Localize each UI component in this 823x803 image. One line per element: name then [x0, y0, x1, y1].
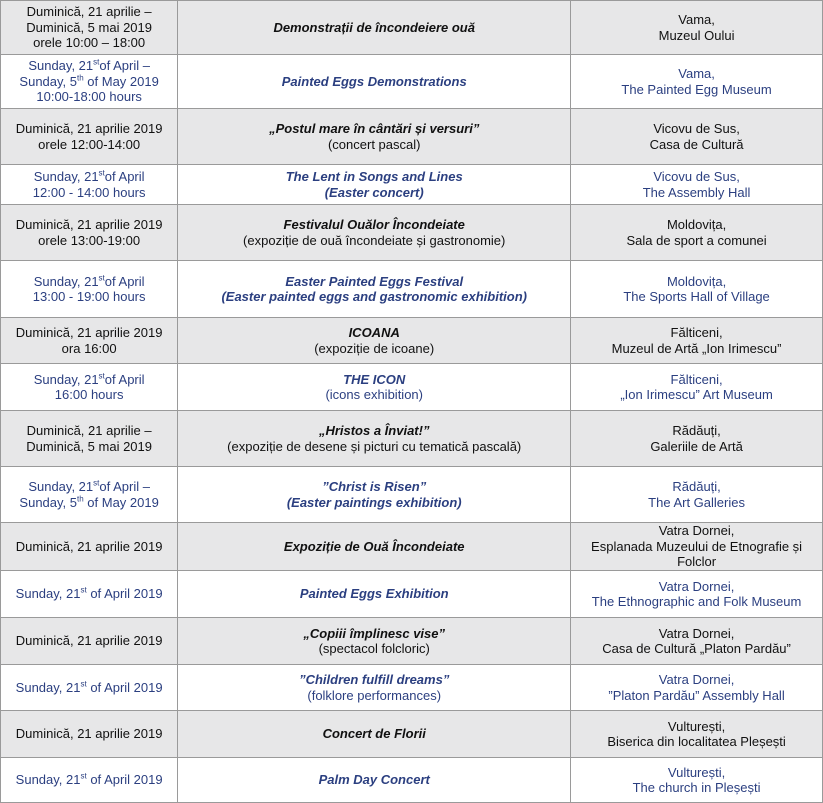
event-location-line: Moldovița,: [666, 273, 727, 289]
event-location-line: Vatra Dornei,: [658, 625, 735, 641]
ordinal-suffix: st: [98, 168, 105, 178]
event-title-cell: [178, 665, 571, 711]
event-title-cell: [178, 205, 571, 261]
event-date-line: Duminică, 21 aprilie –: [26, 423, 152, 438]
event-date-line: ora 16:00: [61, 340, 117, 356]
event-date-cell: [1, 1, 178, 55]
table-row: [1, 665, 823, 711]
event-date-cell: [1, 205, 178, 261]
event-location-line: Rădăuți,: [672, 423, 721, 438]
event-date-line: Sunday, 21stof April: [33, 168, 145, 184]
event-title: Painted Eggs Exhibition: [299, 586, 449, 602]
event-title-cell: [178, 571, 571, 618]
event-title-cell: [178, 618, 571, 665]
event-location-cell: [571, 165, 823, 205]
event-date-line: orele 12:00-14:00: [38, 136, 141, 152]
event-location-cell: [571, 55, 823, 109]
table-row: [1, 467, 823, 523]
event-title: Painted Eggs Demonstrations: [281, 73, 467, 89]
event-date-cell: [1, 55, 178, 109]
event-date-cell: [1, 618, 178, 665]
table-row: [1, 55, 823, 109]
event-location-line: Vicovu de Sus,: [653, 169, 740, 184]
event-location-cell: [571, 665, 823, 711]
event-subtitle: (expoziție de desene și picturi cu tematică pascală): [227, 438, 522, 454]
event-location-line: Fălticeni,: [670, 371, 723, 387]
event-location-line: Rădăuți,: [672, 479, 721, 494]
event-location-cell: [571, 571, 823, 618]
event-date-line: Sunday, 5th of May 2019: [19, 73, 159, 89]
event-location-line: The Sports Hall of Village: [623, 289, 770, 304]
event-date-cell: [1, 261, 178, 318]
event-date-line: Sunday, 21stof April: [33, 371, 145, 387]
event-location-line: Folclor: [677, 554, 717, 570]
event-title-cell: [178, 711, 571, 758]
event-location-cell: [571, 758, 823, 803]
ordinal-suffix: st: [80, 679, 87, 689]
event-title-cell: [178, 467, 571, 523]
event-location-line: The Assembly Hall: [642, 184, 751, 200]
ordinal-suffix: th: [77, 73, 84, 83]
event-date-cell: [1, 665, 178, 711]
event-title-cell: [178, 523, 571, 571]
event-subtitle: (expoziție de ouă încondeiate și gastronomie): [243, 232, 506, 248]
event-title: Easter Painted Eggs Festival: [285, 273, 464, 289]
event-location-cell: [571, 711, 823, 758]
event-title: ”Children fulfill dreams”: [299, 672, 450, 687]
event-location-line: Vama,: [678, 12, 715, 27]
event-location-cell: [571, 364, 823, 411]
table-row: [1, 523, 823, 571]
event-subtitle: (spectacol folcloric): [318, 641, 430, 656]
event-location-line: Vulturești,: [667, 764, 726, 780]
event-date-line: Duminică, 21 aprilie 2019: [15, 325, 163, 340]
event-date-line: Sunday, 21stof April –: [28, 57, 150, 74]
event-title-cell: [178, 165, 571, 205]
event-date-cell: [1, 411, 178, 467]
table-row: [1, 318, 823, 364]
event-date-cell: [1, 318, 178, 364]
event-title-cell: [178, 55, 571, 109]
ordinal-suffix: th: [77, 494, 84, 504]
ordinal-suffix: st: [80, 585, 87, 595]
event-location-cell: [571, 618, 823, 665]
event-location-line: The church in Pleșești: [632, 780, 761, 795]
event-title-cell: [178, 1, 571, 55]
event-date-line: Sunday, 21stof April: [33, 273, 145, 289]
event-title: Expoziție de Ouă Încondeiate: [283, 538, 465, 554]
event-location-line: Fălticeni,: [670, 325, 723, 340]
event-date-line: Sunday, 21st of April 2019: [15, 679, 163, 695]
table-row: [1, 411, 823, 467]
event-date-line: Duminică, 21 aprilie 2019: [15, 633, 163, 649]
event-date-cell: [1, 711, 178, 758]
events-table-body: [1, 1, 823, 803]
event-subtitle: (Easter painted eggs and gastronomic exhibition): [221, 289, 527, 304]
event-location-line: Muzeul Oului: [658, 27, 735, 43]
event-location-cell: [571, 261, 823, 318]
event-location-line: Casa de Cultură „Platon Pardău”: [602, 641, 791, 656]
table-row: [1, 205, 823, 261]
event-date-line: orele 13:00-19:00: [38, 232, 141, 248]
event-location-cell: [571, 523, 823, 571]
table-row: [1, 618, 823, 665]
event-location-line: Vatra Dornei,: [658, 672, 735, 687]
event-date-line: Sunday, 5th of May 2019: [19, 494, 159, 510]
event-location-line: Vulturești,: [667, 718, 726, 734]
ordinal-suffix: st: [98, 371, 105, 381]
event-subtitle: (Easter paintings exhibition): [286, 494, 462, 510]
event-subtitle: (expoziție de icoane): [314, 340, 435, 356]
table-row: [1, 571, 823, 618]
event-location-cell: [571, 467, 823, 523]
event-subtitle: (folklore performances): [307, 687, 442, 703]
event-location-cell: [571, 1, 823, 55]
event-date-cell: [1, 165, 178, 205]
event-date-line: Duminică, 5 mai 2019: [26, 19, 152, 35]
event-title-cell: [178, 364, 571, 411]
event-location-line: Esplanada Muzeului de Etnografie și: [591, 538, 803, 554]
event-date-line: 12:00 - 14:00 hours: [32, 184, 146, 200]
event-location-cell: [571, 109, 823, 165]
event-location-cell: [571, 411, 823, 467]
event-date-cell: [1, 467, 178, 523]
event-location-line: Sala de sport a comunei: [626, 232, 767, 248]
event-date-cell: [1, 109, 178, 165]
event-date-line: Duminică, 21 aprilie 2019: [15, 121, 163, 136]
event-title-cell: [178, 318, 571, 364]
table-row: [1, 165, 823, 205]
event-title-cell: [178, 411, 571, 467]
event-title: „Postul mare în cântări și versuri”: [269, 121, 480, 136]
event-location-line: The Art Galleries: [648, 494, 745, 510]
ordinal-suffix: st: [80, 771, 87, 781]
event-title-cell: [178, 758, 571, 803]
table-row: [1, 364, 823, 411]
event-title: „Copiii împlinesc vise”: [303, 625, 446, 641]
event-location-line: Casa de Cultură: [649, 136, 744, 152]
event-title: „Hristos a Înviat!”: [318, 423, 430, 438]
event-date-line: Sunday, 21st of April 2019: [15, 771, 163, 788]
event-date-cell: [1, 571, 178, 618]
table-row: [1, 711, 823, 758]
table-row: [1, 261, 823, 318]
event-date-line: 16:00 hours: [54, 387, 124, 402]
event-subtitle: (icons exhibition): [325, 387, 423, 402]
event-location-line: Muzeul de Artă „Ion Irimescu”: [611, 340, 782, 356]
event-location-line: Vicovu de Sus,: [653, 121, 740, 136]
event-title: The Lent in Songs and Lines: [285, 169, 463, 184]
table-row: [1, 758, 823, 803]
table-row: [1, 109, 823, 165]
table-row: [1, 1, 823, 55]
event-location-line: „Ion Irimescu” Art Museum: [620, 387, 773, 402]
event-title: Concert de Florii: [322, 726, 426, 742]
event-date-line: Duminică, 21 aprilie 2019: [15, 538, 163, 554]
event-title: Palm Day Concert: [318, 772, 430, 788]
event-date-cell: [1, 523, 178, 571]
event-date-cell: [1, 758, 178, 803]
event-location-line: Biserica din localitatea Pleșești: [607, 734, 786, 749]
event-title: ICOANA: [348, 325, 400, 340]
event-title: Demonstrații de încondeiere ouă: [273, 19, 475, 35]
event-location-line: Moldovița,: [666, 217, 727, 232]
event-date-line: Sunday, 21stof April –: [28, 478, 150, 494]
event-location-line: Galeriile de Artă: [650, 438, 743, 454]
event-title: THE ICON: [343, 371, 406, 387]
event-location-line: Vatra Dornei,: [658, 578, 735, 594]
ordinal-suffix: st: [93, 478, 100, 488]
ordinal-suffix: st: [98, 273, 105, 283]
event-date-line: Duminică, 5 mai 2019: [26, 438, 152, 454]
event-date-line: Duminică, 21 aprilie 2019: [15, 217, 163, 232]
event-date-cell: [1, 364, 178, 411]
event-subtitle: (concert pascal): [327, 136, 421, 152]
event-title: ”Christ is Risen”: [322, 479, 427, 494]
event-location-line: ”Platon Pardău” Assembly Hall: [608, 687, 785, 703]
event-subtitle: (Easter concert): [324, 184, 424, 200]
event-title: Festivalul Ouălor Încondeiate: [283, 217, 465, 232]
event-title-cell: [178, 261, 571, 318]
event-location-cell: [571, 318, 823, 364]
ordinal-suffix: st: [93, 57, 100, 67]
event-location-line: Vama,: [678, 66, 715, 81]
event-date-line: Sunday, 21st of April 2019: [15, 585, 163, 602]
event-date-line: orele 10:00 – 18:00: [33, 35, 146, 51]
event-title-cell: [178, 109, 571, 165]
event-location-cell: [571, 205, 823, 261]
event-date-line: 10:00-18:00 hours: [36, 89, 142, 105]
event-date-line: 13:00 - 19:00 hours: [32, 289, 146, 304]
event-location-line: The Ethnographic and Folk Museum: [591, 594, 802, 609]
event-date-line: Duminică, 21 aprilie –: [26, 4, 152, 20]
event-location-line: The Painted Egg Museum: [621, 81, 772, 97]
event-location-line: Vatra Dornei,: [658, 523, 735, 539]
event-date-line: Duminică, 21 aprilie 2019: [15, 726, 163, 742]
